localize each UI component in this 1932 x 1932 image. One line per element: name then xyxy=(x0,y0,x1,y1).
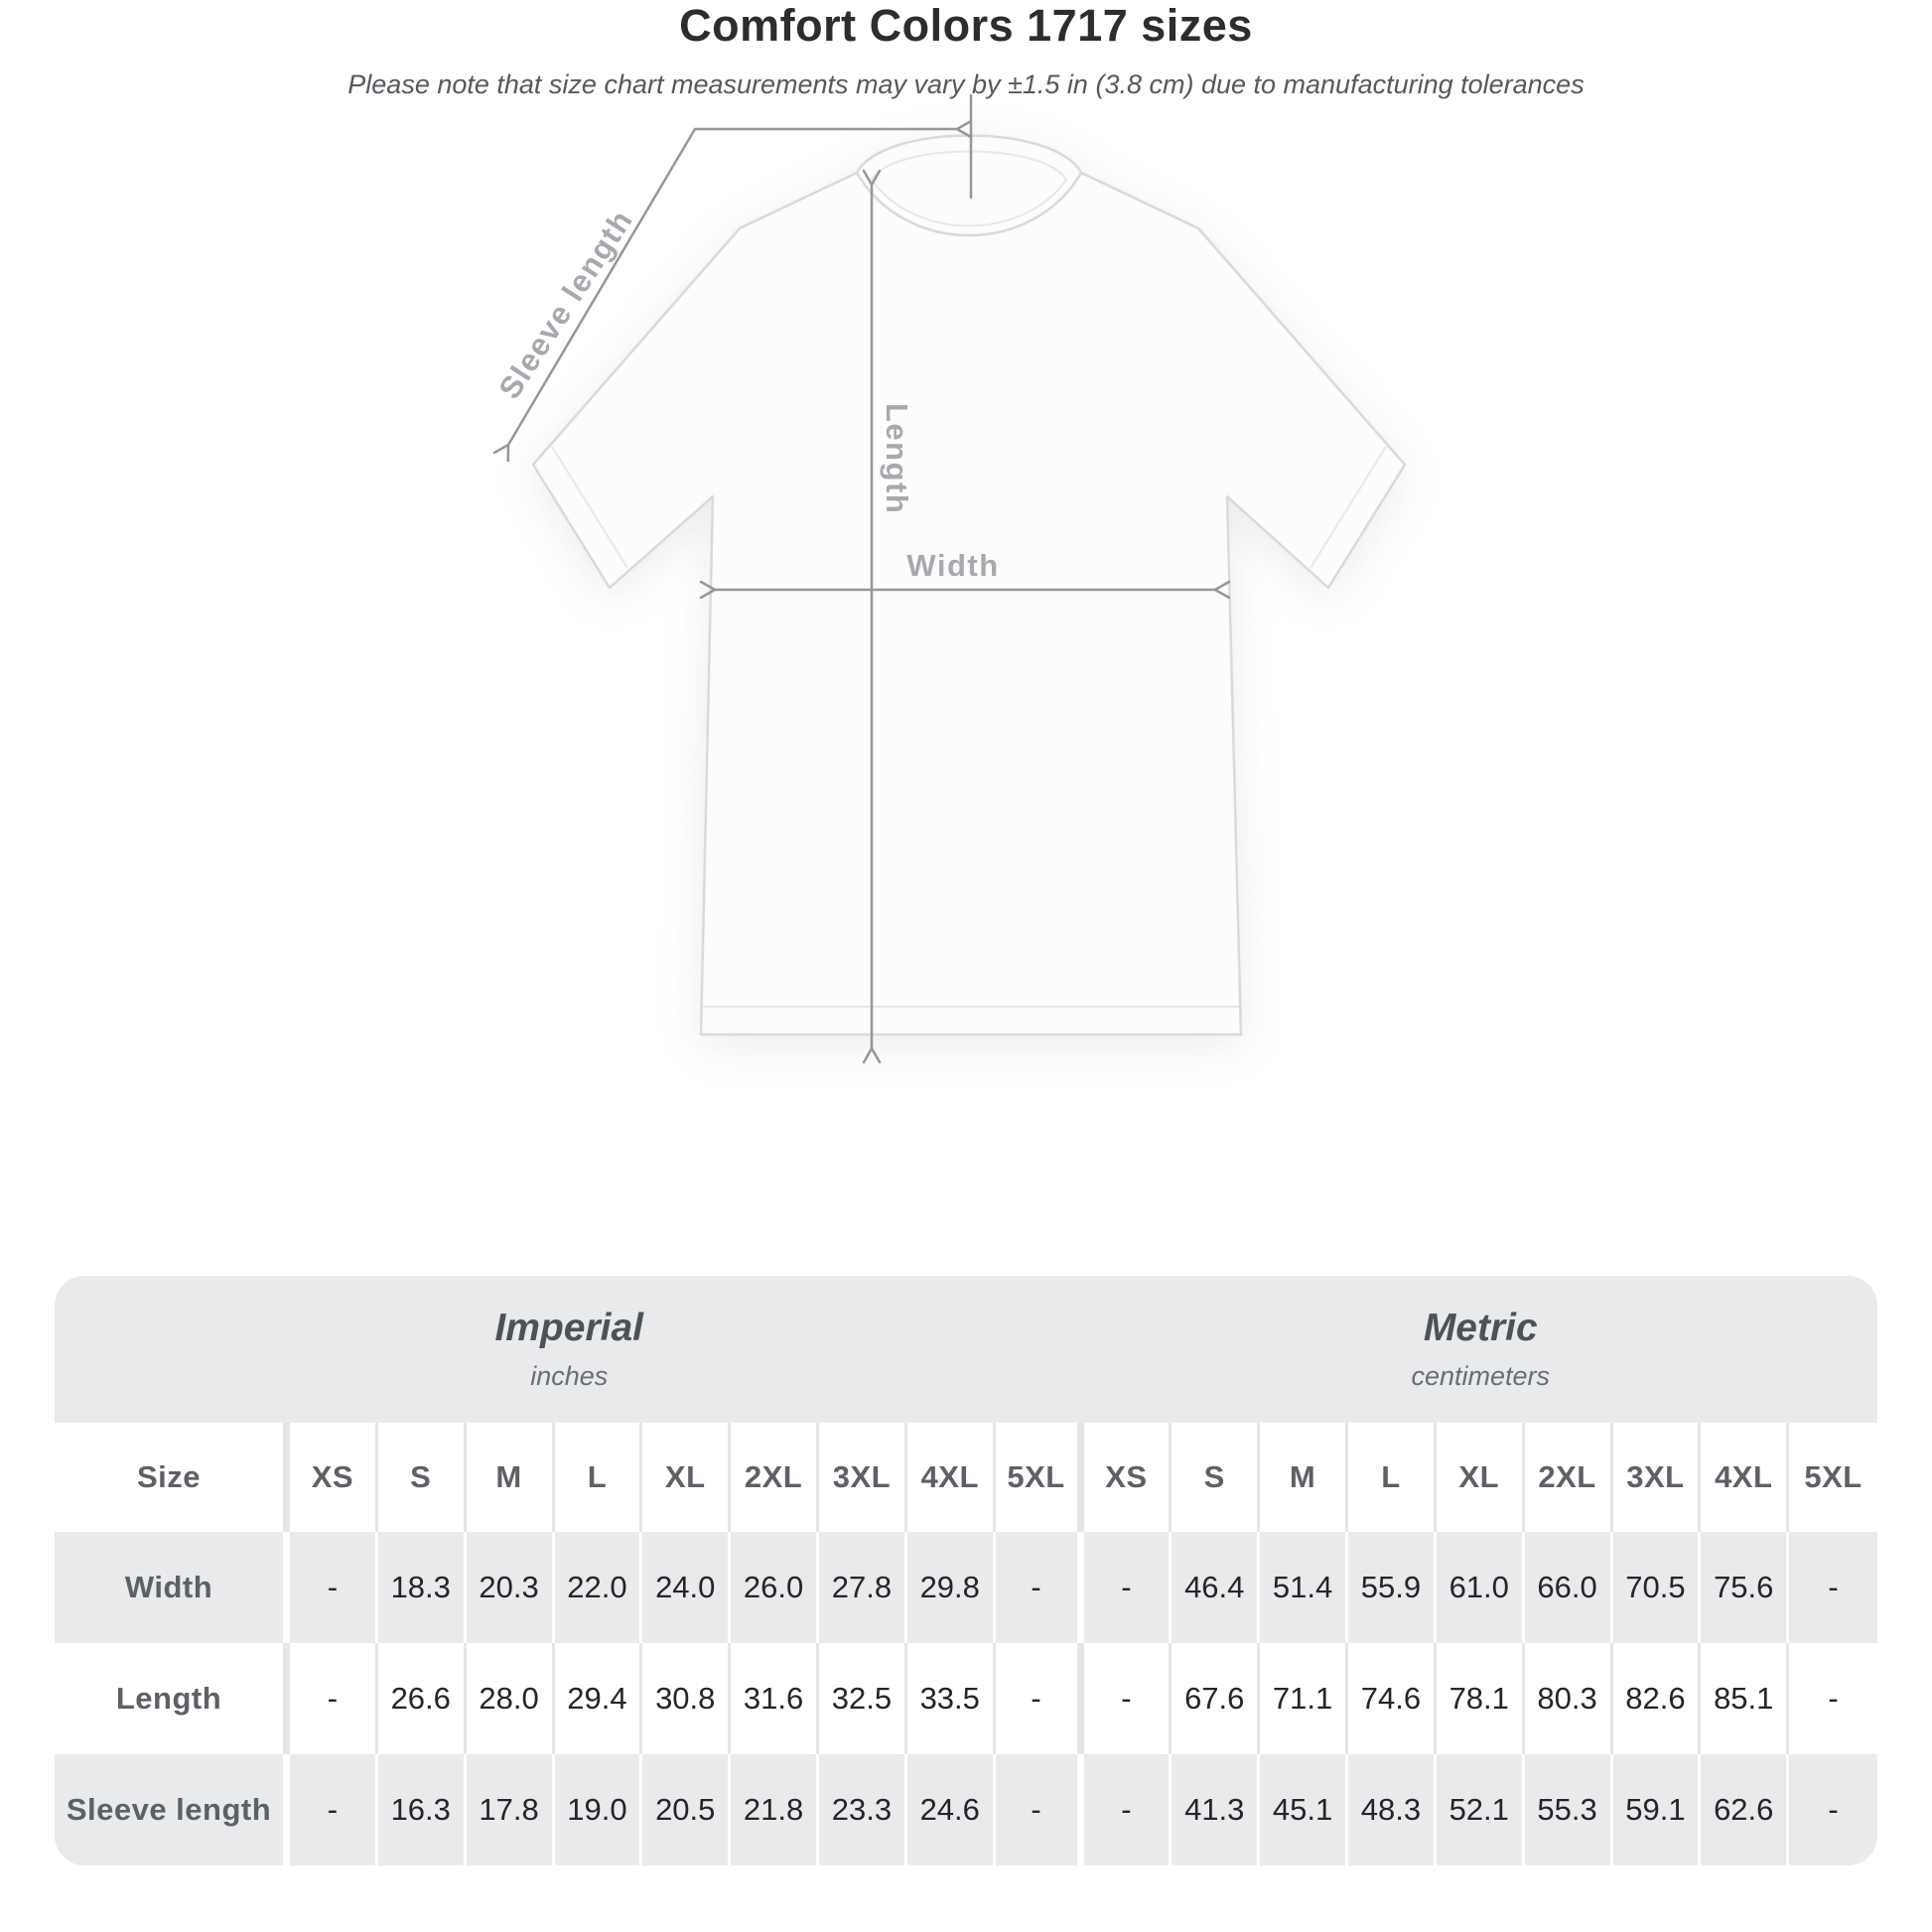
table-cell: 59.1 xyxy=(1613,1754,1702,1865)
table-cell: 70.5 xyxy=(1613,1532,1702,1643)
row-label: Width xyxy=(55,1532,290,1643)
imperial-group-header xyxy=(55,1276,1084,1423)
table-cell: - xyxy=(996,1643,1084,1754)
table-cell: - xyxy=(290,1643,378,1754)
size-col-header: 4XL xyxy=(907,1423,996,1532)
table-cell: 26.6 xyxy=(378,1643,467,1754)
table-cell: 67.6 xyxy=(1172,1643,1260,1754)
table-cell: 17.8 xyxy=(467,1754,555,1865)
table-cell: 74.6 xyxy=(1348,1643,1437,1754)
table-cell: - xyxy=(290,1532,378,1643)
width-label: Width xyxy=(906,548,1000,583)
table-cell: 55.9 xyxy=(1348,1532,1437,1643)
table-cell: - xyxy=(996,1754,1084,1865)
table-cell: - xyxy=(996,1532,1084,1643)
size-col-header: M xyxy=(1260,1423,1348,1532)
table-cell: 75.6 xyxy=(1701,1532,1789,1643)
table-cell: 20.3 xyxy=(467,1532,555,1643)
tshirt-body xyxy=(533,173,1405,1035)
table-cell: - xyxy=(1789,1532,1877,1643)
table-cell: 51.4 xyxy=(1260,1532,1348,1643)
table-cell: 61.0 xyxy=(1437,1532,1525,1643)
size-col-header: 2XL xyxy=(1525,1423,1613,1532)
table-cell: 28.0 xyxy=(467,1643,555,1754)
size-col-header: 5XL xyxy=(1789,1423,1877,1532)
table-cell: 31.6 xyxy=(731,1643,819,1754)
table-cell: 23.3 xyxy=(819,1754,907,1865)
size-col-header: 2XL xyxy=(731,1423,819,1532)
page-title: Comfort Colors 1717 sizes xyxy=(679,0,1253,51)
table-cell: 30.8 xyxy=(642,1643,731,1754)
table-cell: - xyxy=(1084,1532,1173,1643)
size-col-header: 3XL xyxy=(1613,1423,1702,1532)
imperial-group-units: inches xyxy=(530,1361,609,1391)
size-col-header: S xyxy=(378,1423,467,1532)
table-cell: 21.8 xyxy=(731,1754,819,1865)
table-cell: 55.3 xyxy=(1525,1754,1613,1865)
table-cell: 85.1 xyxy=(1701,1643,1789,1754)
table-cell: 46.4 xyxy=(1172,1532,1260,1643)
heading-block xyxy=(0,0,1932,100)
table-cell: 80.3 xyxy=(1525,1643,1613,1754)
size-col-header: XS xyxy=(1084,1423,1173,1532)
size-col-header: XL xyxy=(642,1423,731,1532)
table-cell: - xyxy=(1084,1643,1173,1754)
size-col-header: 4XL xyxy=(1701,1423,1789,1532)
table-cell: 16.3 xyxy=(378,1754,467,1865)
table-cell: 18.3 xyxy=(378,1532,467,1643)
length-label: Length xyxy=(880,403,914,515)
table-cell: 27.8 xyxy=(819,1532,907,1643)
size-col-header: 5XL xyxy=(996,1423,1084,1532)
table-cell: 29.4 xyxy=(555,1643,643,1754)
units-band xyxy=(55,1276,1877,1423)
table-cell: 33.5 xyxy=(907,1643,996,1754)
table-cell: 32.5 xyxy=(819,1643,907,1754)
table-cell: - xyxy=(1789,1754,1877,1865)
table-cell: - xyxy=(1084,1754,1173,1865)
table-cell: 82.6 xyxy=(1613,1643,1702,1754)
table-cell: 24.6 xyxy=(907,1754,996,1865)
size-chart-table xyxy=(55,1276,1877,1865)
table-cell: 19.0 xyxy=(555,1754,643,1865)
metric-group-header xyxy=(1084,1276,1878,1423)
size-col-header: M xyxy=(467,1423,555,1532)
measurements-grid xyxy=(55,1423,1877,1865)
size-col-header: 3XL xyxy=(819,1423,907,1532)
row-label: Length xyxy=(55,1643,290,1754)
size-col-header: XS xyxy=(290,1423,378,1532)
table-cell: 20.5 xyxy=(642,1754,731,1865)
size-col-header: XL xyxy=(1437,1423,1525,1532)
table-cell: 41.3 xyxy=(1172,1754,1260,1865)
table-cell: 62.6 xyxy=(1701,1754,1789,1865)
size-col-header: L xyxy=(555,1423,643,1532)
table-cell: 78.1 xyxy=(1437,1643,1525,1754)
size-col-header: L xyxy=(1348,1423,1437,1532)
page-subtitle: Please note that size chart measurements may vary by ±1.5 in (3.8 cm) due to manufacturing tolerances xyxy=(347,69,1585,99)
table-cell: 48.3 xyxy=(1348,1754,1437,1865)
table-cell: 45.1 xyxy=(1260,1754,1348,1865)
sleeve-length-label: Sleeve length xyxy=(491,203,640,405)
table-cell: 66.0 xyxy=(1525,1532,1613,1643)
row-label: Sleeve length xyxy=(55,1754,290,1865)
tshirt-illustration xyxy=(533,136,1405,1035)
table-cell: 26.0 xyxy=(731,1532,819,1643)
metric-group-title: Metric xyxy=(1423,1307,1538,1349)
imperial-group-title: Imperial xyxy=(494,1307,644,1349)
table-cell: - xyxy=(1789,1643,1877,1754)
table-cell: 71.1 xyxy=(1260,1643,1348,1754)
metric-group-units: centimeters xyxy=(1411,1361,1551,1391)
size-column-header: Size xyxy=(55,1423,290,1532)
table-cell: - xyxy=(290,1754,378,1865)
table-cell: 22.0 xyxy=(555,1532,643,1643)
table-cell: 52.1 xyxy=(1437,1754,1525,1865)
table-cell: 24.0 xyxy=(642,1532,731,1643)
size-col-header: S xyxy=(1172,1423,1260,1532)
table-cell: 29.8 xyxy=(907,1532,996,1643)
